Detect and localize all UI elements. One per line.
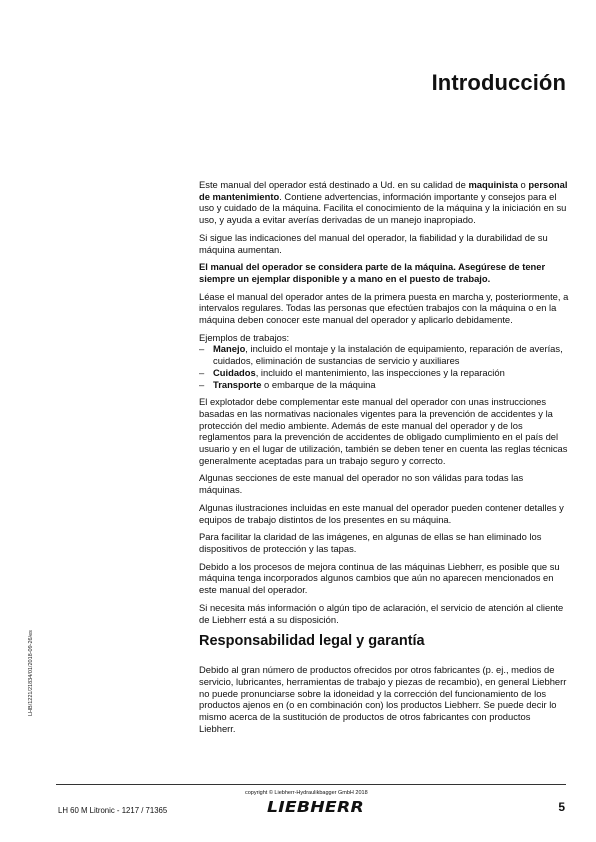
document-side-reference: LHB/1221/21834/01/2018-09-26/es — [28, 630, 34, 716]
intro-paragraph-4: Léase el manual del operador antes de la primera puesta en marcha y, posteriormente, a intervalos regulares. Todas las personas que efectúen trabajos con la máquina o en la máquina deben conocer este manual del operador y aplicarlo debidamente. — [199, 290, 569, 326]
list-item-text: o embarque de la máquina — [261, 378, 376, 390]
examples-list — [199, 343, 569, 390]
intro-paragraph-7: Algunas ilustraciones incluidas en este manual del operador pueden contener detalles y equipos de trabajo distintos de los presentes en su máquina. — [199, 501, 564, 525]
emphasis-operator: maquinista — [468, 179, 518, 190]
examples-label: Ejemplos de trabajos: — [199, 331, 290, 343]
copyright-notice: copyright © Liebherr-Hydraulikbagger GmbH 2018 — [245, 790, 368, 796]
text-run: o — [517, 179, 529, 190]
list-item-keyword: Manejo — [213, 343, 246, 355]
list-item-text: , incluido el montaje y la instalación de equipamiento, reparación de averías, cuidados, eliminación de sustancias de servicio y auxiliares — [213, 343, 563, 367]
page-number: 5 — [558, 800, 565, 814]
intro-paragraph-6: Algunas secciones de este manual del operador no son válidas para todas las máquinas. — [199, 472, 524, 496]
intro-paragraph-1 — [199, 179, 569, 226]
list-item-keyword: Transporte — [213, 378, 262, 390]
emphasis-maintenance-staff: personal de mantenimiento — [199, 179, 568, 202]
text-run: . Contiene advertencias, información importante y consejos para el uso y cuidado de la máquina. Facilita el conocimiento de la máquina y la iniciación en su uso, y ayuda a evitar averías derivadas de un manejo inapropiado. — [199, 190, 567, 226]
liebherr-logo: LIEBHERR — [267, 798, 364, 816]
list-item-keyword: Cuidados — [213, 366, 256, 378]
footer-divider — [56, 784, 566, 785]
intro-paragraph-10: Si necesita más información o algún tipo de aclaración, el servicio de atención al cliente de Liebherr está a su disposición. — [199, 601, 564, 625]
intro-paragraph-8: Para facilitar la claridad de las imágenes, en algunas de ellas se han eliminado los dispositivos de protección y las tapas. — [199, 531, 542, 554]
intro-paragraph-2: Si sigue las indicaciones del manual del operador, la fiabilidad y la durabilidad de su máquina aumentan. — [199, 231, 548, 255]
page-title: Introducción — [431, 70, 566, 95]
list-dash: – — [199, 366, 205, 378]
section-heading-liability: Responsabilidad legal y garantía — [199, 633, 425, 650]
intro-paragraph-9: Debido a los procesos de mejora continua de las máquinas Liebherr, es posible que su máquina tenga incorporados algunos cambios que aún no aparecen mencionados en este manual del operador. — [199, 560, 560, 596]
document-reference: LH 60 M Litronic - 1217 / 71365 — [58, 806, 168, 815]
intro-paragraph-5: El explotador debe complementar este manual del operador con unas instrucciones basadas en las normativas nacionales vigentes para la prevención de accidentes y la protección del medio ambiente. Además de este manual del operador y de los reglamentos para la prevención de accidentes de obligado cumplimiento en el país del usuario y en el lugar de utilización, también se deben tener en cuenta las reglas técnicas generalmente aceptadas para un trabajo seguro y correcto. — [199, 396, 568, 466]
list-item — [199, 367, 569, 379]
list-dash: – — [199, 378, 205, 390]
liability-paragraph-1: Debido al gran número de productos ofrecidos por otros fabricantes (p. ej., medios de servicio, lubricantes, herramientas de trabajo y piezas de recambio), en general Liebherr no puede pronunciarse sobre la idoneidad y la corrección del funcionamiento de los productos ajenos en (o en combinación con) los productos Liebherr. Se puede decir lo mismo acerca de la sustitución de productos de otros fabricantes con productos Liebherr. — [199, 664, 567, 734]
text-run: Este manual del operador está destinado a Ud. en su calidad de — [199, 179, 469, 190]
list-item-text: , incluido el mantenimiento, las inspecciones y la reparación — [255, 366, 505, 378]
main-content — [199, 179, 569, 740]
list-item — [199, 379, 569, 391]
list-item — [199, 343, 569, 366]
list-dash: – — [199, 343, 205, 355]
intro-paragraph-3-important: El manual del operador se considera parte de la máquina. Asegúrese de tener siempre un ejemplar disponible y a mano en el puesto de trabajo. — [199, 261, 546, 284]
